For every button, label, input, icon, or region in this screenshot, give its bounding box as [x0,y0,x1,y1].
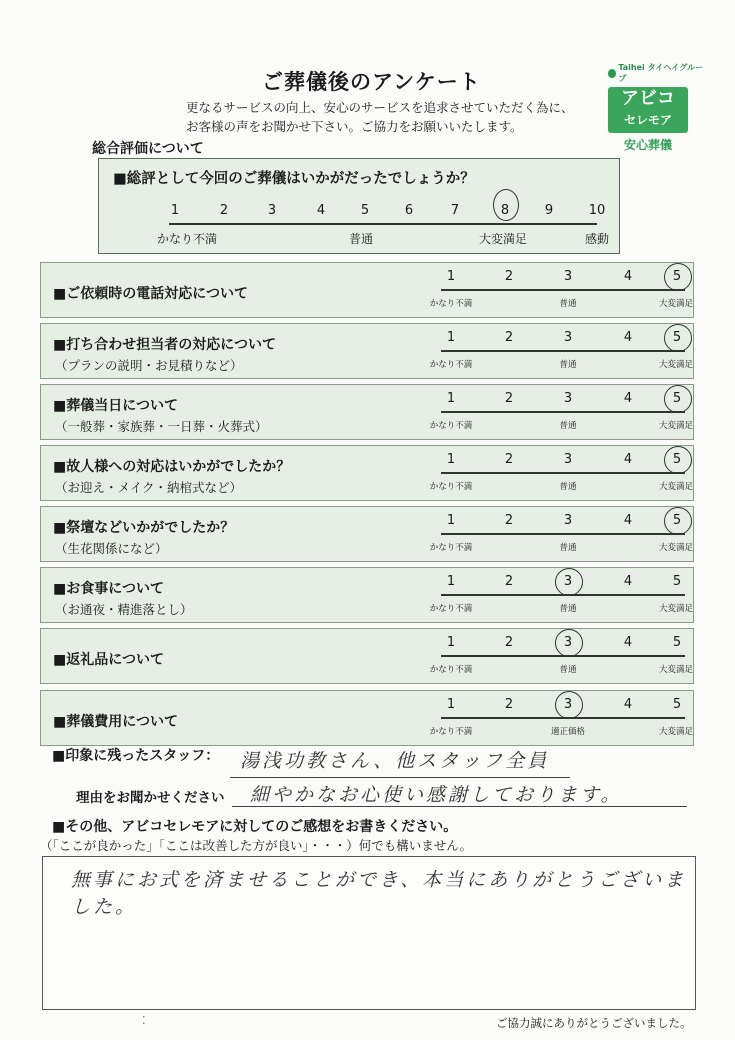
footer-thanks: ご協力誠にありがとうございました。 [496,1016,692,1030]
question-row [40,628,694,684]
rating-scale-line [441,411,685,413]
rating-option-5[interactable]: 5 [672,269,682,284]
scale-label-mid: 普通 [559,665,577,675]
scale-label-low: かなり不満 [429,299,473,309]
rating-option-3[interactable]: 3 [563,635,573,650]
company-logo [608,62,704,153]
rating-option-2[interactable]: 2 [504,635,514,650]
question-row [40,384,694,440]
other-comments-label: ■その他、アビコセレモアに対してのご感想をお書きください。 [52,819,458,835]
rating-option-2[interactable]: 2 [504,330,514,345]
overall-option-7[interactable]: 7 [450,203,460,218]
taihei-mark-icon [608,69,616,78]
logo-box: アビコ セレモア [608,87,688,133]
question-subtitle: （プランの説明・お見積りなど） [55,358,243,373]
reason-label: 理由をお聞かせください [76,790,225,806]
overall-scale-line [169,223,597,225]
scale-label-high: 大変満足 [658,727,694,737]
rating-option-1[interactable]: 1 [446,330,456,345]
scale-label-high: 大変満足 [658,543,694,553]
scale-label-high: 大変満足 [658,604,694,614]
question-subtitle: （生花関係になど） [55,541,168,556]
intro-line-1: 更なるサービスの向上、安心のサービスを追求させていただく為に、 [186,100,574,115]
intro-line-2: お客様の声をお聞かせ下さい。ご協力をお願いいたします。 [186,119,523,134]
rating-option-4[interactable]: 4 [623,391,633,406]
scale-label-low: かなり不満 [429,604,473,614]
rating-option-5[interactable]: 5 [672,574,682,589]
logo-tagline: 安心葬儀 [623,138,672,152]
rating-option-2[interactable]: 2 [504,452,514,467]
staff-underline [230,777,570,778]
rating-option-4[interactable]: 4 [623,574,633,589]
rating-scale-line [441,717,685,719]
rating-option-1[interactable]: 1 [446,697,456,712]
question-title: ■故人様への対応はいかがでしたか？ [53,459,291,475]
rating-option-2[interactable]: 2 [504,391,514,406]
rating-option-2[interactable]: 2 [504,513,514,528]
rating-option-5[interactable]: 5 [672,452,682,467]
staff-label: ■印象に残ったスタッフ： [52,748,220,764]
label-moved: 感動 [585,232,610,246]
rating-option-4[interactable]: 4 [623,697,633,712]
scale-label-mid: 普通 [559,482,577,492]
overall-option-5[interactable]: 5 [360,203,370,218]
overall-option-9[interactable]: 9 [544,203,554,218]
rating-scale-line [441,350,685,352]
overall-section-title: 総合評価について [92,141,204,157]
scale-label-low: かなり不満 [429,543,473,553]
rating-option-2[interactable]: 2 [504,269,514,284]
scale-label-mid: 普通 [559,299,577,309]
scale-label-high: 大変満足 [658,360,694,370]
question-subtitle: （一般葬・家族葬・一日葬・火葬式） [55,419,268,434]
question-title: ■葬儀費用について [53,714,178,730]
question-title: ■祭壇などいかがでしたか？ [53,520,235,536]
rating-option-2[interactable]: 2 [504,697,514,712]
scale-label-mid: 普通 [559,543,577,553]
question-row [40,445,694,501]
rating-option-5[interactable]: 5 [672,697,682,712]
question-title: ■打ち合わせ担当者の対応について [53,337,276,353]
question-title: ■お食事について [53,581,164,597]
rating-option-3[interactable]: 3 [563,697,573,712]
group-logo: Taihei タイヘイグループ [608,62,704,84]
rating-option-3[interactable]: 3 [563,574,573,589]
rating-option-1[interactable]: 1 [446,635,456,650]
scale-label-mid: 普通 [559,421,577,431]
rating-option-4[interactable]: 4 [623,513,633,528]
rating-option-5[interactable]: 5 [672,513,682,528]
scale-label-mid: 普通 [559,604,577,614]
rating-option-1[interactable]: 1 [446,452,456,467]
comment-box[interactable] [42,856,696,1010]
rating-option-4[interactable]: 4 [623,269,633,284]
rating-option-5[interactable]: 5 [672,330,682,345]
rating-option-5[interactable]: 5 [672,391,682,406]
rating-option-4[interactable]: 4 [623,452,633,467]
reason-answer[interactable]: 細やかなお心使い感謝しております。 [250,784,623,806]
label-normal: 普通 [349,232,374,246]
overall-option-2[interactable]: 2 [219,203,229,218]
page-title: ご葬儀後のアンケート [262,70,481,94]
scale-label-low: かなり不満 [429,665,473,675]
staff-answer[interactable]: 湯浅功教さん、他スタッフ全員 [240,750,550,772]
overall-option-10[interactable]: 10 [588,203,606,218]
rating-option-3[interactable]: 3 [563,452,573,467]
rating-option-1[interactable]: 1 [446,269,456,284]
rating-scale-line [441,472,685,474]
scale-label-low: かなり不満 [429,360,473,370]
label-very-satisfied: 大変満足 [479,232,528,246]
overall-rating-box [98,158,620,254]
scale-label-low: かなり不満 [429,421,473,431]
question-row [40,323,694,379]
overall-option-1[interactable]: 1 [170,203,180,218]
rating-option-1[interactable]: 1 [446,574,456,589]
overall-option-4[interactable]: 4 [316,203,326,218]
scale-label-mid: 適正価格 [550,727,586,737]
scan-mark: ⁚ [142,1014,146,1027]
scale-label-high: 大変満足 [658,299,694,309]
overall-option-3[interactable]: 3 [267,203,277,218]
scale-label-mid: 普通 [559,360,577,370]
scale-label-high: 大変満足 [658,482,694,492]
rating-scale-line [441,533,685,535]
scale-label-low: かなり不満 [429,482,473,492]
comment-answer[interactable]: 無事にお式を済ませることができ、本当にありがとうございました。 [71,869,687,918]
question-subtitle: （お迎え・メイク・納棺式など） [55,480,243,495]
question-row [40,690,694,746]
question-row [40,567,694,623]
scale-label-low: かなり不満 [429,727,473,737]
question-row [40,262,694,318]
rating-option-3[interactable]: 3 [563,391,573,406]
label-very-dissatisfied: かなり不満 [157,232,218,246]
question-row [40,506,694,562]
other-comments-note: （「ここが良かった」「ここは改善した方が良い」・・・）何でも構いません。 [40,838,473,853]
rating-option-4[interactable]: 4 [623,635,633,650]
rating-option-1[interactable]: 1 [446,391,456,406]
scale-label-high: 大変満足 [658,665,694,675]
question-title: ■葬儀当日について [53,398,178,414]
rating-option-4[interactable]: 4 [623,330,633,345]
rating-option-3[interactable]: 3 [563,330,573,345]
rating-option-1[interactable]: 1 [446,513,456,528]
overall-option-6[interactable]: 6 [404,203,414,218]
overall-question: ■総評として今回のご葬儀はいかがだったでしょうか？ [113,171,475,187]
rating-option-3[interactable]: 3 [563,269,573,284]
reason-underline [232,806,687,807]
scale-label-high: 大変満足 [658,421,694,431]
rating-option-2[interactable]: 2 [504,574,514,589]
question-subtitle: （お通夜・精進落とし） [55,602,193,617]
question-title: ■ご依頼時の電話対応について [53,286,248,302]
question-title: ■返礼品について [53,652,164,668]
rating-option-3[interactable]: 3 [563,513,573,528]
rating-scale-line [441,655,685,657]
rating-scale-line [441,289,685,291]
overall-option-8[interactable]: 8 [500,203,510,218]
rating-scale-line [441,594,685,596]
rating-option-5[interactable]: 5 [672,635,682,650]
